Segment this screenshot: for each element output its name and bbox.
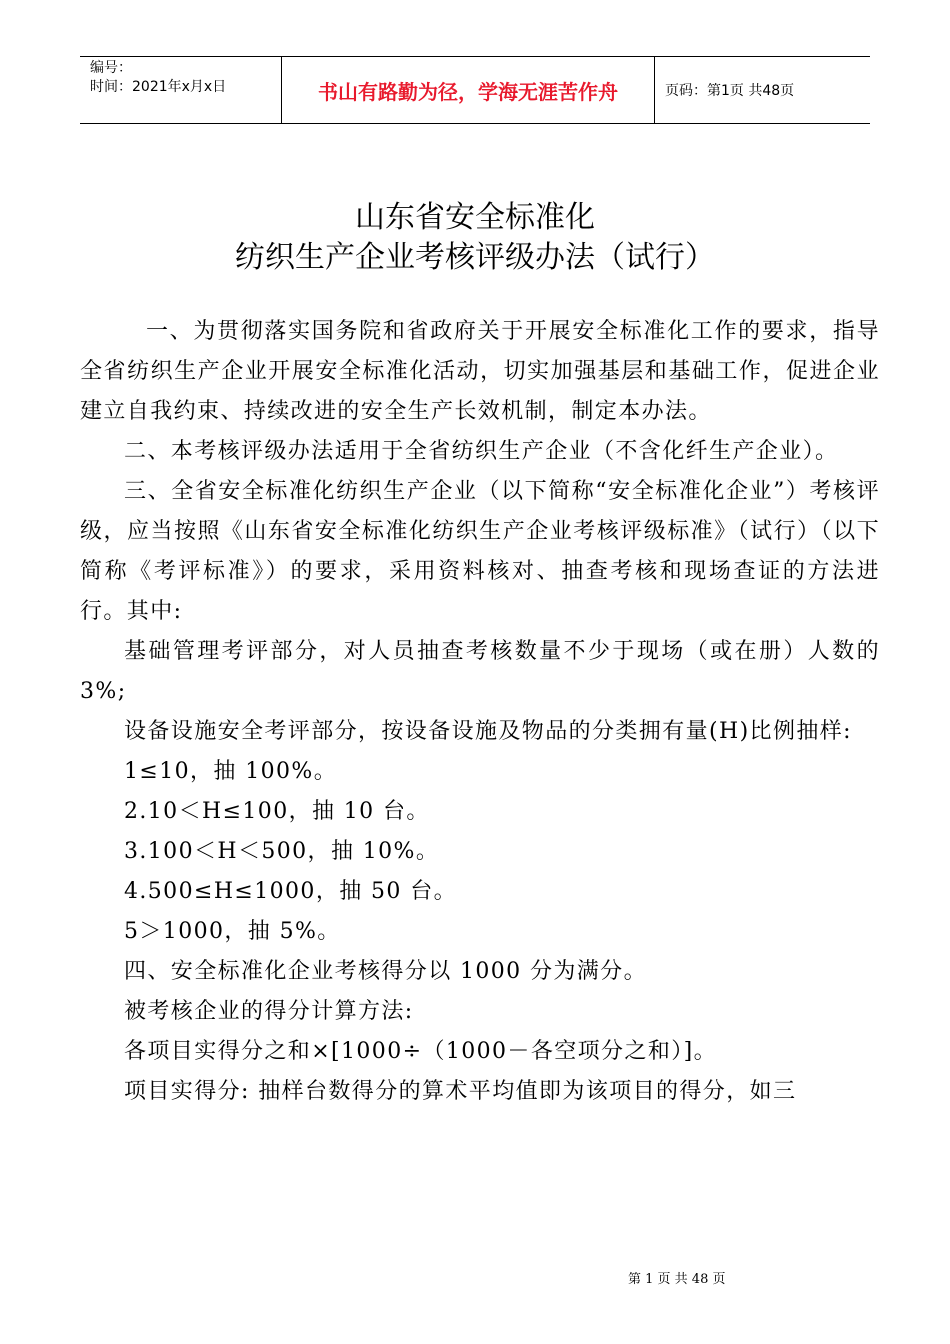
document-number-label: 编号： xyxy=(90,60,132,76)
document-time-label: 时间：2021年x月x日 xyxy=(90,79,227,95)
formula: 各项目实得分之和×[1000÷（1000－各空项分之和）]。 xyxy=(124,1039,718,1064)
paragraph: 被考核企业的得分计算方法: xyxy=(124,999,414,1024)
sampling-rule: 2.10＜H≤100，抽 10 台。 xyxy=(124,799,430,824)
document-title-line1: 山东省安全标准化 xyxy=(355,200,595,235)
sampling-rule: 1≤10，抽 100%。 xyxy=(124,759,338,784)
page-header xyxy=(80,56,870,124)
paragraph: 三、全省安全标准化纺织生产企业（以下简称“安全标准化企业”）考核评级，应当按照《山东省安全标准化纺织生产企业考核评级标准》（试行）（以下简称《考评标准》）的要求，采用资料核对、抽查考核和现场查证的方法进行。其中: xyxy=(80,479,880,624)
page-footer: 第 1 页 共 48 页 xyxy=(628,1272,726,1287)
sampling-rule: 4.500≤H≤1000，抽 50 台。 xyxy=(124,879,458,904)
paragraph: 二、本考核评级办法适用于全省纺织生产企业（不含化纤生产企业）。 xyxy=(124,439,839,464)
paragraph: 一、为贯彻落实国务院和省政府关于开展安全标准化工作的要求，指导全省纺织生产企业开展安全标准化活动，切实加强基层和基础工作，促进企业建立自我约束、持续改进的安全生产长效机制，制定本办法。 xyxy=(80,319,880,424)
sampling-rule: 3.100＜H＜500，抽 10%。 xyxy=(124,839,440,864)
header-page-info: 页码：第1页 共48页 xyxy=(665,83,795,99)
paragraph: 基础管理考评部分，对人员抽查考核数量不少于现场（或在册）人数的 3%; xyxy=(80,639,880,704)
header-meta-cell xyxy=(80,57,282,123)
paragraph: 项目实得分: 抽样台数得分的算术平均值即为该项目的得分，如三 xyxy=(124,1079,797,1104)
paragraph: 设备设施安全考评部分，按设备设施及物品的分类拥有量(H)比例抽样: xyxy=(124,719,852,744)
paragraph: 四、安全标准化企业考核得分以 1000 分为满分。 xyxy=(124,959,647,984)
header-motto: 书山有路勤为径，学海无涯苦作舟 xyxy=(282,57,655,123)
document-title-line2: 纺织生产企业考核评级办法（试行） xyxy=(235,240,715,275)
document-body xyxy=(80,312,880,1112)
sampling-rule: 5＞1000，抽 5%。 xyxy=(124,919,341,944)
